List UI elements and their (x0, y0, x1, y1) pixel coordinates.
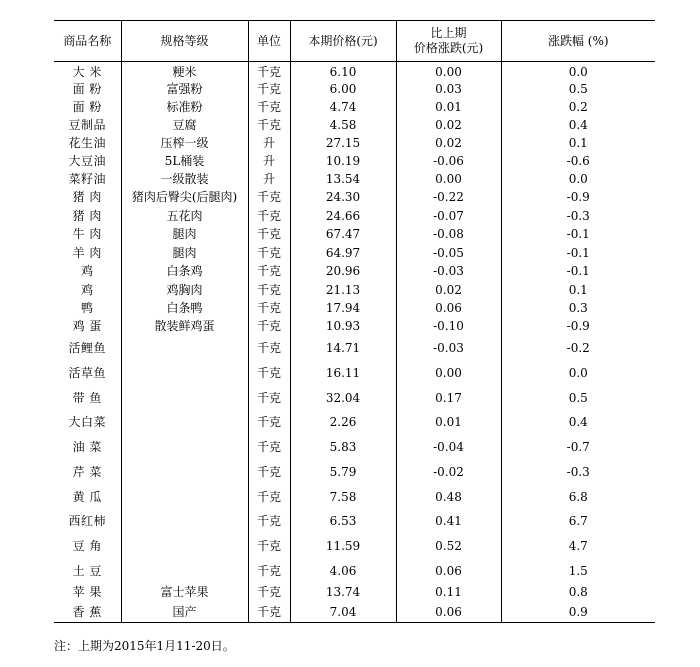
cell-spec: 一级散装 (121, 170, 248, 188)
cell-pct: 0.4 (501, 116, 655, 134)
cell-name: 大 米 (72, 65, 102, 80)
table-row (54, 62, 655, 80)
cell-price: 14.71 (290, 336, 396, 361)
cell-change: 0.06 (396, 299, 501, 317)
cell-name: 猪 肉 (72, 208, 102, 223)
cell-pct: 0.1 (501, 134, 655, 152)
table-row (54, 583, 655, 602)
table-row (54, 244, 655, 262)
cell-pct: 0.2 (501, 98, 655, 116)
cell-spec: 标准粉 (121, 98, 248, 116)
table-row (54, 435, 655, 460)
table-row (54, 262, 655, 281)
cell-pct: -0.9 (501, 317, 655, 336)
table-row (54, 98, 655, 116)
cell-pct: -0.1 (501, 262, 655, 281)
cell-spec (121, 435, 248, 460)
cell-unit: 千克 (248, 244, 290, 262)
cell-change: 0.00 (396, 170, 501, 188)
cell-spec (121, 534, 248, 559)
header-name: 商品名称 (54, 21, 121, 62)
cell-change: 0.01 (396, 98, 501, 116)
cell-unit: 千克 (248, 485, 290, 509)
cell-spec (121, 336, 248, 361)
cell-change: 0.11 (396, 583, 501, 602)
header-spec: 规格等级 (121, 21, 248, 62)
cell-price: 16.11 (290, 361, 396, 386)
table-row (54, 410, 655, 435)
cell-unit: 千克 (248, 116, 290, 134)
cell-name: 活草鱼 (68, 366, 106, 380)
cell-pct: 0.1 (501, 281, 655, 299)
cell-name: 羊 肉 (72, 245, 102, 260)
cell-pct: -0.7 (501, 435, 655, 460)
cell-change: -0.06 (396, 152, 501, 170)
cell-spec: 白条鸭 (121, 299, 248, 317)
cell-name: 大豆油 (68, 153, 106, 168)
cell-name: 豆制品 (68, 117, 106, 132)
table-row (54, 317, 655, 336)
header-change-line2: 价格涨跌(元) (413, 41, 484, 55)
cell-change: 0.48 (396, 485, 501, 509)
cell-name: 带 鱼 (72, 390, 102, 405)
cell-change: 0.01 (396, 410, 501, 435)
header-unit: 单位 (248, 21, 290, 62)
cell-name: 油 菜 (72, 440, 102, 454)
cell-price: 2.26 (290, 410, 396, 435)
cell-name: 黄 瓜 (72, 489, 102, 504)
cell-price: 6.10 (290, 62, 396, 80)
cell-unit: 千克 (248, 534, 290, 559)
cell-change: -0.07 (396, 207, 501, 225)
price-table (54, 20, 655, 623)
cell-change: -0.22 (396, 188, 501, 207)
cell-spec: 白条鸡 (121, 262, 248, 281)
cell-change: 0.06 (396, 602, 501, 623)
cell-pct: 4.7 (501, 534, 655, 559)
cell-change: 0.02 (396, 281, 501, 299)
cell-change: 0.00 (396, 361, 501, 386)
cell-price: 10.19 (290, 152, 396, 170)
table-body (54, 62, 655, 623)
cell-name: 菜籽油 (68, 171, 106, 186)
table-row (54, 116, 655, 134)
cell-spec: 压榨一级 (121, 134, 248, 152)
header-change (396, 21, 501, 62)
header-pct: 涨跌幅 (%) (501, 21, 655, 62)
cell-change: -0.08 (396, 225, 501, 244)
cell-change: 0.00 (396, 62, 501, 80)
cell-price: 5.79 (290, 460, 396, 485)
cell-change: 0.06 (396, 559, 501, 583)
cell-price: 4.58 (290, 116, 396, 134)
cell-price: 5.83 (290, 435, 396, 460)
cell-unit: 千克 (248, 281, 290, 299)
cell-unit: 千克 (248, 336, 290, 361)
cell-name: 面 粉 (72, 99, 102, 114)
cell-price: 27.15 (290, 134, 396, 152)
cell-price: 11.59 (290, 534, 396, 559)
table-row (54, 225, 655, 244)
cell-name: 鸡 (80, 282, 94, 297)
cell-price: 24.30 (290, 188, 396, 207)
cell-spec: 富强粉 (121, 80, 248, 98)
cell-unit: 千克 (248, 98, 290, 116)
cell-price: 17.94 (290, 299, 396, 317)
cell-unit: 千克 (248, 262, 290, 281)
cell-spec: 豆腐 (121, 116, 248, 134)
cell-name: 鸡 蛋 (72, 319, 102, 333)
table-row (54, 361, 655, 386)
cell-name: 土 豆 (72, 563, 102, 578)
cell-name: 花生油 (68, 135, 106, 150)
cell-price: 64.97 (290, 244, 396, 262)
cell-unit: 千克 (248, 361, 290, 386)
cell-unit: 千克 (248, 583, 290, 602)
cell-price: 6.00 (290, 80, 396, 98)
cell-spec (121, 485, 248, 509)
cell-price: 67.47 (290, 225, 396, 244)
cell-unit: 升 (248, 152, 290, 170)
cell-spec (121, 410, 248, 435)
cell-pct: 0.5 (501, 80, 655, 98)
cell-pct: 0.0 (501, 170, 655, 188)
cell-unit: 千克 (248, 317, 290, 336)
cell-name: 大白菜 (68, 415, 106, 429)
cell-unit: 千克 (248, 207, 290, 225)
cell-unit: 千克 (248, 386, 290, 410)
cell-price: 4.74 (290, 98, 396, 116)
cell-change: -0.03 (396, 336, 501, 361)
cell-unit: 千克 (248, 559, 290, 583)
cell-pct: -0.2 (501, 336, 655, 361)
cell-price: 20.96 (290, 262, 396, 281)
cell-unit: 千克 (248, 62, 290, 80)
table-row (54, 559, 655, 583)
cell-name: 猪 肉 (72, 190, 102, 204)
cell-pct: -0.3 (501, 207, 655, 225)
cell-price: 6.53 (290, 509, 396, 534)
cell-unit: 升 (248, 134, 290, 152)
cell-change: -0.03 (396, 262, 501, 281)
cell-name: 活鲤鱼 (68, 341, 106, 355)
cell-name: 芹 菜 (72, 465, 102, 479)
cell-unit: 升 (248, 170, 290, 188)
cell-pct: 6.8 (501, 485, 655, 509)
cell-name: 香 蕉 (54, 602, 121, 623)
table-row (54, 80, 655, 98)
cell-pct: 0.4 (501, 410, 655, 435)
table-row (54, 386, 655, 410)
footnote: 注：上期为2015年1月11-20日。 (54, 639, 235, 653)
cell-change: 0.52 (396, 534, 501, 559)
table-row (54, 299, 655, 317)
cell-spec (121, 509, 248, 534)
cell-name: 豆 角 (72, 539, 102, 553)
cell-change: 0.03 (396, 80, 501, 98)
cell-change: -0.02 (396, 460, 501, 485)
cell-unit: 千克 (248, 435, 290, 460)
cell-pct: 0.0 (501, 361, 655, 386)
cell-change: 0.02 (396, 134, 501, 152)
cell-unit: 千克 (248, 188, 290, 207)
table-row (54, 281, 655, 299)
cell-name: 面 粉 (72, 81, 102, 96)
cell-price: 13.54 (290, 170, 396, 188)
cell-spec (121, 361, 248, 386)
cell-pct: -0.3 (501, 460, 655, 485)
cell-unit: 千克 (248, 299, 290, 317)
cell-spec (121, 559, 248, 583)
table-row (54, 134, 655, 152)
cell-pct: -0.9 (501, 188, 655, 207)
cell-spec: 五花肉 (121, 207, 248, 225)
cell-price: 7.04 (290, 602, 396, 623)
table-row (54, 336, 655, 361)
cell-pct: 0.8 (501, 583, 655, 602)
cell-unit: 千克 (248, 410, 290, 435)
table-row (54, 534, 655, 559)
cell-price: 21.13 (290, 281, 396, 299)
table-row (54, 602, 655, 623)
cell-name: 牛 肉 (72, 227, 102, 241)
header-change-line1: 比上期 (430, 26, 467, 40)
cell-change: 0.41 (396, 509, 501, 534)
cell-pct: 1.5 (501, 559, 655, 583)
cell-change: 0.02 (396, 116, 501, 134)
cell-spec: 粳米 (121, 62, 248, 80)
cell-price: 7.58 (290, 485, 396, 509)
table-row (54, 170, 655, 188)
cell-price: 13.74 (290, 583, 396, 602)
table-row (54, 188, 655, 207)
header-price: 本期价格(元) (290, 21, 396, 62)
cell-spec: 5L桶装 (121, 152, 248, 170)
cell-change: -0.05 (396, 244, 501, 262)
cell-change: 0.17 (396, 386, 501, 410)
cell-price: 4.06 (290, 559, 396, 583)
cell-name: 鸡 (80, 264, 94, 278)
cell-spec: 鸡胸肉 (121, 281, 248, 299)
cell-price: 10.93 (290, 317, 396, 336)
table-row (54, 460, 655, 485)
cell-pct: -0.6 (501, 152, 655, 170)
cell-change: -0.10 (396, 317, 501, 336)
cell-price: 24.66 (290, 207, 396, 225)
table-row (54, 509, 655, 534)
table-header-row (54, 21, 655, 62)
table-row (54, 152, 655, 170)
cell-pct: 6.7 (501, 509, 655, 534)
cell-spec: 散装鲜鸡蛋 (121, 317, 248, 336)
cell-name: 西红柿 (68, 514, 106, 528)
cell-name: 鸭 (80, 300, 94, 315)
cell-unit: 千克 (248, 509, 290, 534)
cell-spec: 腿肉 (121, 244, 248, 262)
cell-spec (121, 386, 248, 410)
cell-unit: 千克 (248, 602, 290, 623)
cell-spec: 富士苹果 (121, 583, 248, 602)
cell-pct: 0.3 (501, 299, 655, 317)
cell-pct: 0.5 (501, 386, 655, 410)
cell-pct: 0.0 (501, 62, 655, 80)
cell-name: 苹 果 (72, 585, 102, 599)
cell-spec: 猪肉后臀尖(后腿肉) (121, 188, 248, 207)
cell-unit: 千克 (248, 80, 290, 98)
cell-unit: 千克 (248, 460, 290, 485)
cell-pct: -0.1 (501, 225, 655, 244)
table-row (54, 207, 655, 225)
cell-spec (121, 460, 248, 485)
cell-spec: 国产 (121, 602, 248, 623)
cell-pct: 0.9 (501, 602, 655, 623)
table-row (54, 485, 655, 509)
cell-unit: 千克 (248, 225, 290, 244)
cell-pct: -0.1 (501, 244, 655, 262)
cell-change: -0.04 (396, 435, 501, 460)
cell-price: 32.04 (290, 386, 396, 410)
cell-spec: 腿肉 (121, 225, 248, 244)
